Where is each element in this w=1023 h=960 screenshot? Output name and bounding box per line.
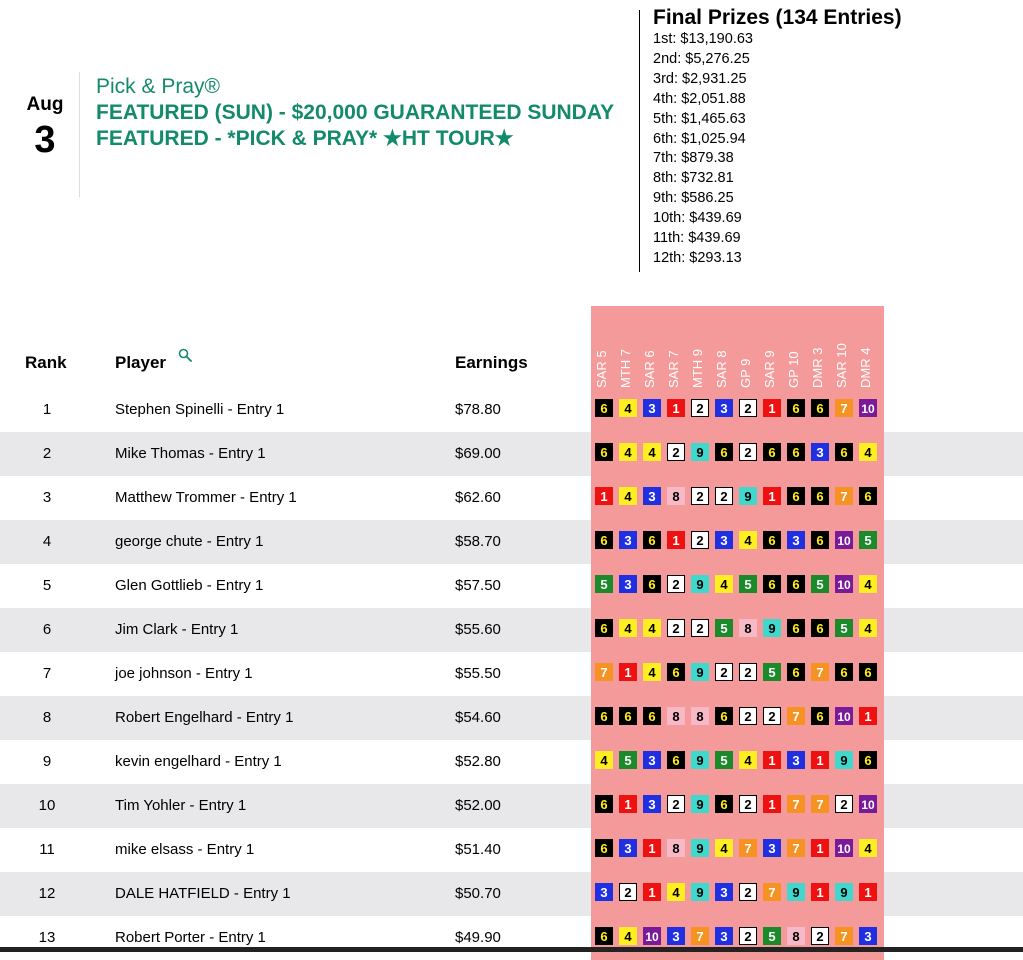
- earnings-cell: $55.50: [455, 665, 501, 682]
- pick-badge: 9: [691, 839, 709, 857]
- pick-badge: 2: [691, 487, 709, 505]
- pick-badge: 5: [619, 751, 637, 769]
- earnings-cell: $57.50: [455, 577, 501, 594]
- earnings-cell: $78.80: [455, 401, 501, 418]
- player-cell[interactable]: Tim Yohler - Entry 1: [115, 797, 247, 814]
- race-header-label: SAR 10: [834, 343, 849, 388]
- pick-badge: 2: [811, 927, 829, 945]
- pick-badge: 2: [619, 883, 637, 901]
- pick-badge: 7: [763, 883, 781, 901]
- pick-badge: 4: [643, 619, 661, 637]
- pick-badge: 2: [835, 795, 853, 813]
- pick-badge: 5: [715, 619, 733, 637]
- earnings-cell: $52.80: [455, 753, 501, 770]
- pick-badge: 2: [739, 927, 757, 945]
- prize-line: 5th: $1,465.63: [653, 110, 746, 127]
- race-header: [739, 308, 761, 388]
- pick-badge: 6: [859, 487, 877, 505]
- pick-badge: 6: [859, 663, 877, 681]
- rank-cell: 2: [42, 445, 52, 462]
- pick-badge: 2: [691, 619, 709, 637]
- race-headers: [591, 306, 884, 392]
- pick-badge: 4: [619, 927, 637, 945]
- race-header-label: MTH 7: [618, 349, 633, 388]
- pick-badge: 10: [859, 399, 877, 417]
- prize-line: 3rd: $2,931.25: [653, 70, 747, 87]
- player-cell[interactable]: Matthew Trommer - Entry 1: [115, 489, 297, 506]
- pick-badge: 6: [595, 531, 613, 549]
- player-cell[interactable]: mike elsass - Entry 1: [115, 841, 255, 858]
- pick-badge: 7: [811, 795, 829, 813]
- pick-badge: 1: [667, 531, 685, 549]
- pick-badge: 4: [859, 619, 877, 637]
- earnings-cell: $54.60: [455, 709, 501, 726]
- race-header: [715, 308, 737, 388]
- pick-badge: 8: [667, 839, 685, 857]
- pick-badge: 6: [643, 531, 661, 549]
- pick-badge: 10: [835, 531, 853, 549]
- pick-badge: 1: [619, 795, 637, 813]
- pick-badge: 3: [811, 443, 829, 461]
- search-icon[interactable]: [178, 348, 192, 367]
- pick-badge: 1: [859, 707, 877, 725]
- pick-badge: 3: [595, 883, 613, 901]
- rank-cell: 12: [38, 885, 56, 902]
- prizes-list: [653, 30, 902, 269]
- final-prizes: [639, 6, 902, 269]
- pick-badge: 3: [715, 883, 733, 901]
- pick-badge: 6: [667, 751, 685, 769]
- prize-line: 7th: $879.38: [653, 150, 734, 167]
- pick-badge: 6: [811, 531, 829, 549]
- player-cell[interactable]: joe johnson - Entry 1: [115, 665, 253, 682]
- pick-badge: 6: [643, 707, 661, 725]
- table-row[interactable]: [0, 520, 1023, 564]
- player-cell[interactable]: kevin engelhard - Entry 1: [115, 753, 282, 770]
- player-cell[interactable]: Robert Engelhard - Entry 1: [115, 709, 294, 726]
- table-row[interactable]: [0, 916, 1023, 960]
- pick-badge: 5: [595, 575, 613, 593]
- pick-badge: 6: [595, 927, 613, 945]
- pick-badge: 10: [859, 795, 877, 813]
- rank-cell: 8: [42, 709, 52, 726]
- pick-badge: 2: [739, 883, 757, 901]
- prize-line: 10th: $439.69: [653, 210, 742, 227]
- race-header: [859, 308, 881, 388]
- pick-badge: 7: [787, 707, 805, 725]
- rank-cell: 10: [38, 797, 56, 814]
- pick-badge: 3: [859, 927, 877, 945]
- pick-badge: 8: [787, 927, 805, 945]
- rank-cell: 3: [42, 489, 52, 506]
- date-month: Aug: [26, 94, 64, 115]
- race-header: [643, 308, 665, 388]
- pick-badge: 2: [739, 663, 757, 681]
- pick-badge: 9: [835, 883, 853, 901]
- player-cell[interactable]: Glen Gottlieb - Entry 1: [115, 577, 264, 594]
- pick-badge: 7: [691, 927, 709, 945]
- earnings-cell: $49.90: [455, 929, 501, 946]
- pick-badge: 2: [691, 399, 709, 417]
- pick-badge: 2: [691, 531, 709, 549]
- pick-badge: 4: [619, 487, 637, 505]
- contest-date: [18, 94, 72, 160]
- race-header: [835, 308, 857, 388]
- pick-badge: 1: [811, 839, 829, 857]
- race-header-label: GP 9: [738, 358, 753, 388]
- pick-badge: 6: [787, 619, 805, 637]
- table-row[interactable]: [0, 828, 1023, 872]
- prize-line: 9th: $586.25: [653, 190, 734, 207]
- race-header-label: SAR 6: [642, 350, 657, 388]
- pick-badge: 3: [643, 751, 661, 769]
- pick-badge: 6: [787, 575, 805, 593]
- table-row[interactable]: [0, 608, 1023, 652]
- earnings-cell: $69.00: [455, 445, 501, 462]
- pick-badge: 2: [667, 443, 685, 461]
- pick-badge: 3: [667, 927, 685, 945]
- pick-badge: 6: [595, 443, 613, 461]
- pick-badge: 3: [619, 839, 637, 857]
- prize-line: 12th: $293.13: [653, 249, 742, 266]
- pick-badge: 9: [691, 883, 709, 901]
- prize-line: 11th: $439.69: [653, 230, 741, 247]
- pick-badge: 2: [715, 663, 733, 681]
- pick-badge: 7: [739, 839, 757, 857]
- pick-badge: 5: [859, 531, 877, 549]
- rank-cell: 11: [39, 841, 55, 858]
- pick-badge: 6: [595, 795, 613, 813]
- race-header-label: SAR 7: [666, 350, 681, 388]
- pick-badge: 1: [859, 883, 877, 901]
- pick-badge: 1: [643, 839, 661, 857]
- pick-badge: 4: [859, 839, 877, 857]
- race-header-label: SAR 9: [762, 350, 777, 388]
- pick-badge: 3: [619, 575, 637, 593]
- pick-badge: 2: [715, 487, 733, 505]
- pick-badge: 4: [643, 443, 661, 461]
- pick-badge: 6: [859, 751, 877, 769]
- pick-badge: 8: [691, 707, 709, 725]
- pick-badge: 4: [667, 883, 685, 901]
- pick-badge: 6: [787, 663, 805, 681]
- pick-badge: 6: [667, 663, 685, 681]
- rank-cell: 1: [42, 401, 52, 418]
- prizes-divider: [639, 10, 640, 272]
- pick-badge: 5: [811, 575, 829, 593]
- pick-badge: 6: [643, 575, 661, 593]
- pick-badge: 6: [811, 619, 829, 637]
- rank-cell: 9: [42, 753, 52, 770]
- pick-badge: 7: [835, 399, 853, 417]
- pick-badge: 4: [739, 531, 757, 549]
- pick-badge: 10: [643, 927, 661, 945]
- pick-badge: 5: [835, 619, 853, 637]
- pick-badge: 4: [859, 443, 877, 461]
- race-header-label: DMR 3: [810, 347, 825, 388]
- pick-badge: 9: [787, 883, 805, 901]
- rank-cell: 7: [42, 665, 52, 682]
- earnings-cell: $50.70: [455, 885, 501, 902]
- pick-badge: 2: [739, 443, 757, 461]
- race-header: [667, 308, 689, 388]
- pick-badge: 9: [691, 575, 709, 593]
- pick-badge: 6: [595, 619, 613, 637]
- pick-badge: 4: [715, 839, 733, 857]
- earnings-cell: $51.40: [455, 841, 501, 858]
- earnings-cell: $58.70: [455, 533, 501, 550]
- pick-badge: 3: [643, 795, 661, 813]
- pick-badge: 7: [835, 927, 853, 945]
- pick-badge: 6: [835, 443, 853, 461]
- date-day: 3: [34, 119, 56, 161]
- pick-badge: 1: [763, 487, 781, 505]
- player-cell[interactable]: DALE HATFIELD - Entry 1: [115, 885, 291, 902]
- pick-badge: 2: [667, 795, 685, 813]
- contest-name: FEATURED (SUN) - $20,000 GUARANTEED SUNDAY FEATURED - *PICK & PRAY* ★HT TOUR★: [96, 101, 614, 150]
- pick-badge: 1: [763, 795, 781, 813]
- pick-badge: 10: [835, 575, 853, 593]
- table-row[interactable]: [0, 652, 1023, 696]
- pick-badge: 9: [763, 619, 781, 637]
- rank-header[interactable]: Rank: [25, 353, 67, 372]
- race-header-label: DMR 4: [858, 347, 873, 388]
- table-row[interactable]: [0, 476, 1023, 520]
- pick-badge: 6: [811, 707, 829, 725]
- table-row[interactable]: [0, 696, 1023, 740]
- pick-badge: 8: [667, 487, 685, 505]
- pick-badge: 4: [643, 663, 661, 681]
- earnings-header[interactable]: Earnings: [455, 353, 528, 372]
- pick-badge: 3: [643, 399, 661, 417]
- pick-badge: 6: [787, 487, 805, 505]
- pick-badge: 3: [787, 531, 805, 549]
- player-cell[interactable]: Stephen Spinelli - Entry 1: [115, 401, 285, 418]
- pick-badge: 3: [643, 487, 661, 505]
- pick-badge: 1: [763, 751, 781, 769]
- earnings-cell: $62.60: [455, 489, 501, 506]
- player-cell[interactable]: Robert Porter - Entry 1: [115, 929, 266, 946]
- pick-badge: 5: [763, 927, 781, 945]
- pick-badge: 9: [691, 751, 709, 769]
- pick-badge: 1: [667, 399, 685, 417]
- pick-badge: 1: [763, 399, 781, 417]
- prizes-title: Final Prizes (134 Entries): [653, 6, 902, 29]
- pick-badge: 3: [715, 531, 733, 549]
- pick-badge: 3: [787, 751, 805, 769]
- earnings-cell: $52.00: [455, 797, 501, 814]
- pick-badge: 6: [811, 399, 829, 417]
- table-row[interactable]: [0, 740, 1023, 784]
- pick-badge: 5: [715, 751, 733, 769]
- pick-badge: 9: [835, 751, 853, 769]
- race-header: [619, 308, 641, 388]
- pick-badge: 3: [619, 531, 637, 549]
- contest-title: [96, 74, 626, 152]
- pick-badge: 9: [691, 443, 709, 461]
- pick-badge: 8: [739, 619, 757, 637]
- pick-badge: 1: [811, 883, 829, 901]
- rank-cell: 5: [42, 577, 52, 594]
- pick-badge: 6: [763, 575, 781, 593]
- pick-badge: 4: [859, 575, 877, 593]
- prize-line: 1st: $13,190.63: [653, 31, 753, 47]
- pick-badge: 1: [619, 663, 637, 681]
- race-header-label: SAR 5: [594, 350, 609, 388]
- header-divider: [79, 72, 80, 197]
- pick-badge: 3: [763, 839, 781, 857]
- pick-badge: 4: [595, 751, 613, 769]
- pick-badge: 1: [811, 751, 829, 769]
- rank-cell: 4: [42, 533, 52, 550]
- pick-badge: 7: [787, 795, 805, 813]
- pick-badge: 2: [667, 575, 685, 593]
- pick-badge: 4: [715, 575, 733, 593]
- pick-badge: 6: [715, 707, 733, 725]
- pick-badge: 9: [739, 487, 757, 505]
- pick-badge: 6: [763, 531, 781, 549]
- rank-cell: 6: [42, 621, 52, 638]
- race-header: [811, 308, 833, 388]
- race-header: [595, 308, 617, 388]
- pick-badge: 5: [739, 575, 757, 593]
- pick-badge: 7: [811, 663, 829, 681]
- pick-badge: 7: [787, 839, 805, 857]
- pick-badge: 2: [667, 619, 685, 637]
- pick-badge: 6: [811, 487, 829, 505]
- table-row[interactable]: [0, 388, 1023, 432]
- pick-badge: 2: [739, 795, 757, 813]
- pick-badge: 7: [835, 487, 853, 505]
- bottom-edge: [0, 947, 1023, 952]
- earnings-cell: $55.60: [455, 621, 501, 638]
- pick-badge: 6: [715, 443, 733, 461]
- race-header: [691, 308, 713, 388]
- pick-badge: 6: [595, 839, 613, 857]
- pick-badge: 6: [787, 399, 805, 417]
- pick-badge: 6: [595, 707, 613, 725]
- pick-badge: 3: [715, 399, 733, 417]
- pick-badge: 9: [691, 663, 709, 681]
- race-header-label: MTH 9: [690, 349, 705, 388]
- pick-badge: 4: [619, 619, 637, 637]
- player-header[interactable]: Player: [115, 353, 167, 372]
- pick-badge: 7: [595, 663, 613, 681]
- pick-badge: 10: [835, 707, 853, 725]
- pick-badge: 4: [619, 399, 637, 417]
- prize-line: 6th: $1,025.94: [653, 130, 746, 147]
- pick-badge: 6: [763, 443, 781, 461]
- pick-badge: 6: [619, 707, 637, 725]
- player-cell[interactable]: Jim Clark - Entry 1: [115, 621, 239, 638]
- player-cell[interactable]: Mike Thomas - Entry 1: [115, 445, 266, 462]
- contest-brand: Pick & Pray®: [96, 75, 221, 98]
- table-row[interactable]: [0, 784, 1023, 828]
- race-header: [787, 308, 809, 388]
- pick-badge: 2: [763, 707, 781, 725]
- prize-line: 2nd: $5,276.25: [653, 50, 750, 67]
- pick-badge: 1: [595, 487, 613, 505]
- pick-badge: 5: [763, 663, 781, 681]
- pick-badge: 10: [835, 839, 853, 857]
- race-header: [763, 308, 785, 388]
- pick-badge: 9: [691, 795, 709, 813]
- pick-badge: 6: [787, 443, 805, 461]
- rank-cell: 13: [38, 929, 56, 946]
- prize-line: 8th: $732.81: [653, 170, 734, 187]
- pick-badge: 8: [667, 707, 685, 725]
- pick-badge: 2: [739, 707, 757, 725]
- pick-badge: 3: [715, 927, 733, 945]
- pick-badge: 2: [739, 399, 757, 417]
- table-row[interactable]: [0, 872, 1023, 916]
- prize-line: 4th: $2,051.88: [653, 90, 746, 107]
- table-row[interactable]: [0, 432, 1023, 476]
- pick-badge: 6: [715, 795, 733, 813]
- pick-badge: 1: [643, 883, 661, 901]
- pick-badge: 4: [739, 751, 757, 769]
- pick-badge: 6: [835, 663, 853, 681]
- player-cell[interactable]: george chute - Entry 1: [115, 533, 264, 550]
- pick-badge: 6: [595, 399, 613, 417]
- table-row[interactable]: [0, 564, 1023, 608]
- race-header-label: SAR 8: [714, 350, 729, 388]
- race-header-label: GP 10: [786, 351, 801, 388]
- pick-badge: 4: [619, 443, 637, 461]
